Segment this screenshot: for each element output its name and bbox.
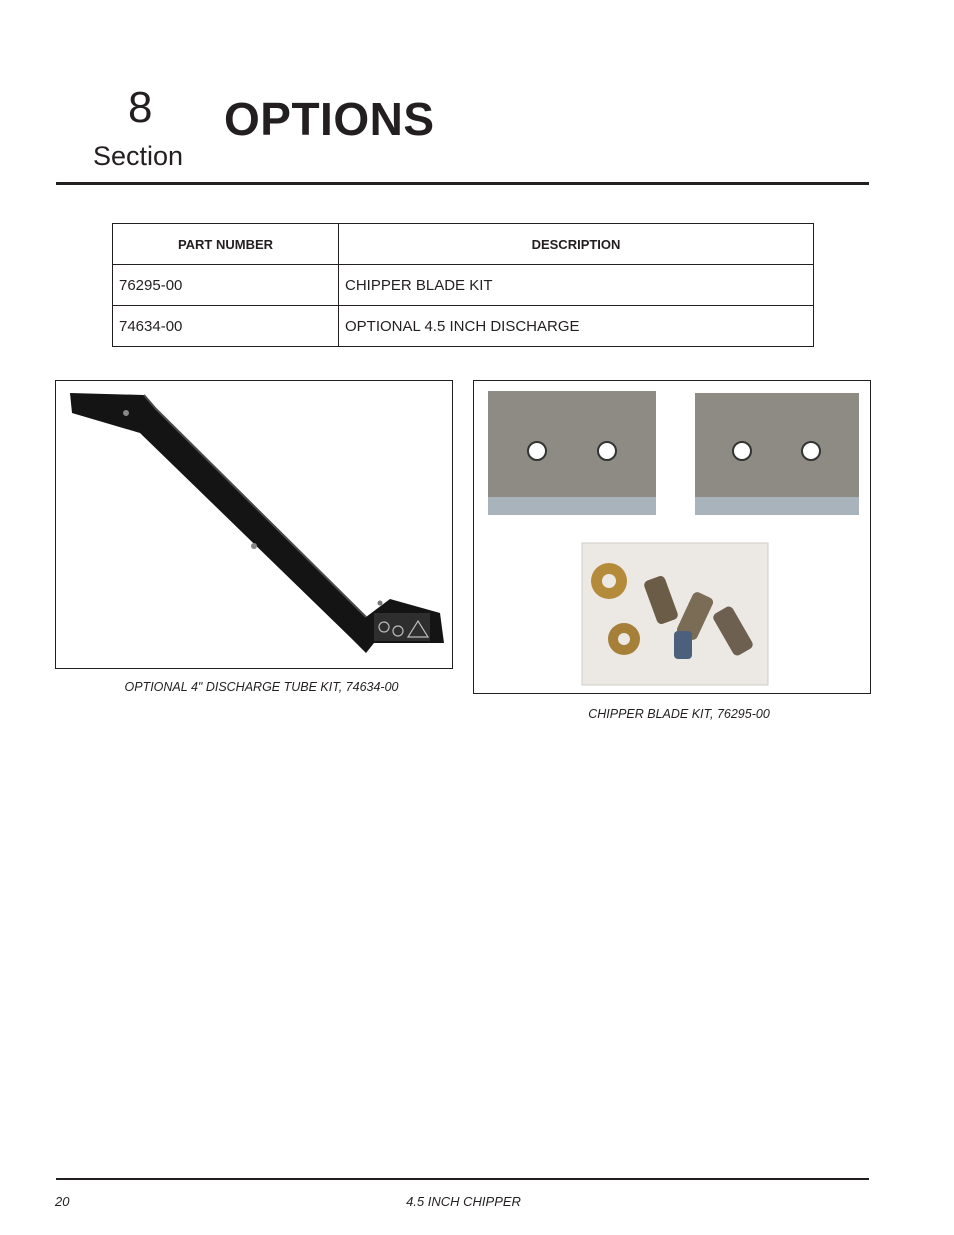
page-number: 20 bbox=[55, 1194, 70, 1209]
page-title: OPTIONS bbox=[224, 93, 435, 145]
footer-title: 4.5 INCH CHIPPER bbox=[406, 1194, 521, 1209]
parts-table bbox=[112, 223, 814, 347]
header-rule bbox=[56, 182, 869, 185]
section-number: 8 bbox=[128, 83, 153, 132]
figure-caption: OPTIONAL 4" DISCHARGE TUBE KIT, 74634-00 bbox=[124, 680, 399, 694]
footer-rule bbox=[56, 1178, 869, 1180]
description-cell: CHIPPER BLADE KIT bbox=[339, 265, 814, 306]
table-row bbox=[113, 265, 814, 306]
discharge-tube-photo bbox=[55, 380, 453, 669]
chipper-blade-kit-photo bbox=[473, 380, 871, 694]
column-header-part-number: PART NUMBER bbox=[113, 224, 339, 265]
section-label: Section bbox=[93, 141, 184, 171]
description-cell: OPTIONAL 4.5 INCH DISCHARGE bbox=[339, 306, 814, 347]
column-header-description: DESCRIPTION bbox=[339, 224, 814, 265]
table-header-row bbox=[113, 224, 814, 265]
part-number-cell: 74634-00 bbox=[113, 306, 339, 347]
figure-caption: CHIPPER BLADE KIT, 76295-00 bbox=[588, 707, 770, 721]
part-number-cell: 76295-00 bbox=[113, 265, 339, 306]
table-row bbox=[113, 306, 814, 347]
